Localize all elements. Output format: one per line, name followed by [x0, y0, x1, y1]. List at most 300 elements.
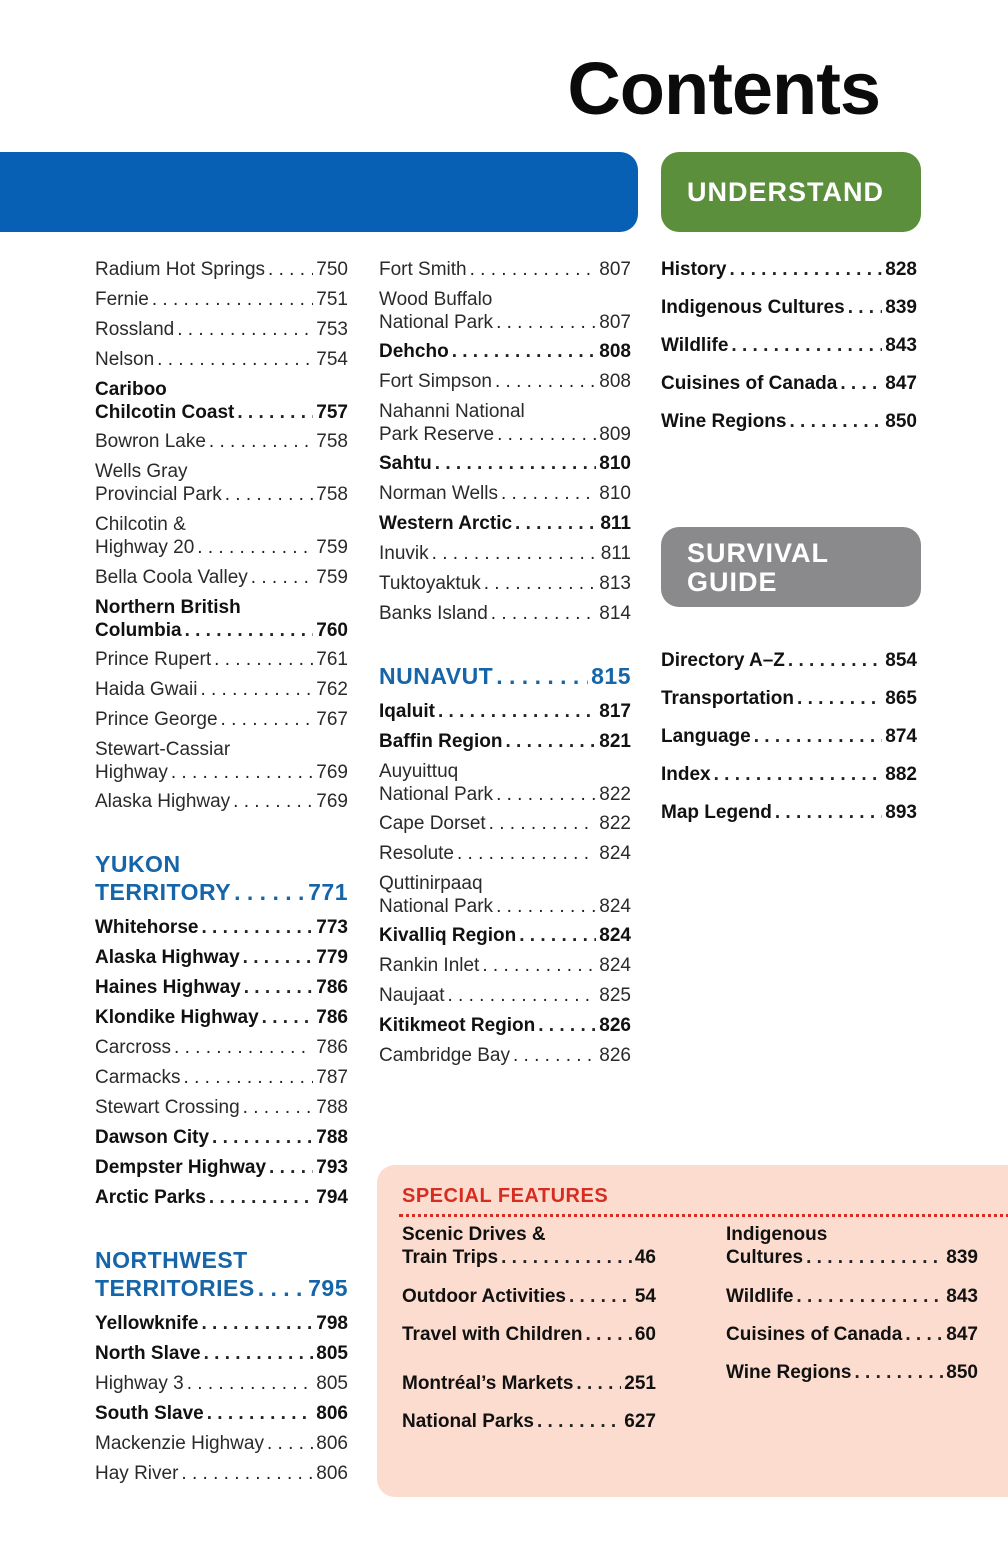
- toc-entry: [379, 812, 631, 835]
- toc-entry: [661, 258, 917, 281]
- toc-entry: [379, 452, 631, 475]
- dot-leader: [452, 340, 597, 363]
- dot-leader: [435, 452, 597, 475]
- entry-line: [379, 895, 631, 918]
- page-number: 822: [599, 784, 631, 805]
- page-number: 805: [316, 1373, 348, 1394]
- dot-leader: [496, 783, 596, 806]
- entry-title: Western Arctic: [379, 513, 513, 534]
- entry-line: [95, 619, 348, 642]
- special-features-box: [377, 1165, 1008, 1497]
- page-number: 808: [599, 341, 631, 362]
- entry-title: Prince George: [95, 709, 218, 730]
- dot-leader: [233, 790, 313, 813]
- dot-leader: [496, 662, 588, 690]
- dot-leader: [269, 1156, 313, 1179]
- entry-title: South Slave: [95, 1403, 204, 1424]
- entry-title-line1: Chilcotin &: [95, 514, 186, 535]
- entry-title: Directory A–Z: [661, 650, 785, 671]
- page-number: 839: [946, 1247, 978, 1268]
- toc-entry: [95, 460, 348, 506]
- page-number: 843: [885, 335, 917, 356]
- entry-title: National Parks: [402, 1411, 534, 1432]
- dot-leader: [201, 916, 313, 939]
- page-number: 779: [316, 947, 348, 968]
- entry-title: Fernie: [95, 289, 149, 310]
- page-title: Contents: [567, 47, 880, 130]
- dot-leader: [221, 708, 314, 731]
- dot-leader: [754, 725, 883, 748]
- entry-line: [661, 410, 917, 433]
- entry-title-line1: Auyuittuq: [379, 761, 459, 782]
- entry-title: Bella Coola Valley: [95, 567, 248, 588]
- entry-line: [95, 678, 348, 701]
- entry-line: [379, 1014, 631, 1037]
- toc-entry: [379, 340, 631, 363]
- dot-leader: [569, 1285, 632, 1308]
- page-number: 60: [634, 1324, 656, 1345]
- toc-entry: [379, 1014, 631, 1037]
- page-number: 826: [599, 1015, 631, 1036]
- dot-leader: [515, 512, 597, 535]
- dot-leader: [576, 1372, 621, 1395]
- entry-title: Banks Island: [379, 603, 488, 624]
- toc-entry: [379, 1044, 631, 1067]
- toc-entry: [661, 801, 917, 824]
- toc-entry: [379, 572, 631, 595]
- understand-heading: UNDERSTAND: [661, 152, 921, 232]
- toc-entry: [95, 1066, 348, 1089]
- toc-entry: [379, 542, 631, 565]
- entry-title: Carmacks: [95, 1067, 181, 1088]
- dot-leader: [438, 700, 596, 723]
- dot-leader: [797, 687, 882, 710]
- dot-leader: [775, 801, 882, 824]
- entry-title: Chilcotin Coast: [95, 402, 235, 423]
- page-number: 786: [316, 1007, 348, 1028]
- entry-title: Klondike Highway: [95, 1007, 259, 1028]
- entry-title: Alaska Highway: [95, 947, 240, 968]
- entry-line: [95, 1036, 348, 1059]
- dot-leader: [482, 954, 596, 977]
- dot-leader: [243, 1096, 314, 1119]
- toc-entry: [379, 512, 631, 535]
- page-number: 794: [316, 1187, 348, 1208]
- entry-line: [95, 1312, 348, 1335]
- toc-entry: [379, 760, 631, 806]
- page-number: 759: [316, 567, 348, 588]
- entry-line: [661, 296, 917, 319]
- dot-leader: [501, 482, 596, 505]
- toc-entry: [95, 1432, 348, 1455]
- entry-title: Hay River: [95, 1463, 179, 1484]
- page-number: 824: [599, 843, 631, 864]
- page-number: 805: [316, 1343, 348, 1364]
- dot-leader: [251, 566, 314, 589]
- dot-leader: [214, 648, 313, 671]
- entry-line: [661, 763, 917, 786]
- toc-entry: [379, 482, 631, 505]
- entry-title: TERRITORY: [95, 879, 232, 905]
- entry-title: Haines Highway: [95, 977, 241, 998]
- entry-title: Highway: [95, 762, 168, 783]
- dot-leader: [152, 288, 313, 311]
- entry-line: [726, 1246, 978, 1269]
- entry-line: [95, 1402, 348, 1425]
- page-number: 773: [316, 917, 348, 938]
- toc-entry: [402, 1323, 656, 1346]
- page-number: 813: [599, 573, 631, 594]
- entry-title: Outdoor Activities: [402, 1286, 566, 1307]
- entry-line: [95, 430, 348, 453]
- page-number: 843: [946, 1286, 978, 1307]
- page-number: 847: [946, 1324, 978, 1345]
- toc-entry: [95, 348, 348, 371]
- dot-leader: [225, 483, 314, 506]
- toc-entry: [661, 763, 917, 786]
- toc-entry: [95, 1036, 348, 1059]
- entry-line: [379, 512, 631, 535]
- page-number: 771: [308, 879, 348, 905]
- toc-entry: [379, 700, 631, 723]
- page-number: 757: [316, 402, 348, 423]
- dot-leader: [495, 370, 596, 393]
- entry-line: [95, 318, 348, 341]
- page-number: 815: [591, 663, 631, 689]
- entry-title: Wine Regions: [661, 411, 787, 432]
- entry-line: [95, 1096, 348, 1119]
- entry-title: Radium Hot Springs: [95, 259, 266, 280]
- entry-title: Rankin Inlet: [379, 955, 480, 976]
- entry-title: Indigenous Cultures: [661, 297, 845, 318]
- toc-entry: [95, 1156, 348, 1179]
- dot-leader: [204, 1342, 314, 1365]
- toc-entry: [95, 430, 348, 453]
- dot-leader: [177, 318, 313, 341]
- dot-leader: [267, 1432, 313, 1455]
- entry-title: National Park: [379, 896, 494, 917]
- entry-title: Cape Dorset: [379, 813, 486, 834]
- entry-title: Alaska Highway: [95, 791, 231, 812]
- entry-title: Transportation: [661, 688, 795, 709]
- dot-leader: [457, 842, 596, 865]
- entry-line: [379, 783, 631, 806]
- entry-line: [379, 954, 631, 977]
- entry-title-line1: Scenic Drives &: [402, 1224, 546, 1245]
- page-number: 786: [316, 1037, 348, 1058]
- dot-leader: [905, 1323, 943, 1346]
- page-number: 795: [308, 1275, 348, 1301]
- dot-leader: [731, 334, 882, 357]
- entry-line: [661, 801, 917, 824]
- dot-leader: [174, 1036, 313, 1059]
- entry-line: [95, 1156, 348, 1179]
- entry-title: Kitikmeot Region: [379, 1015, 536, 1036]
- page-number: 824: [599, 896, 631, 917]
- entry-line: [95, 1462, 348, 1485]
- dot-leader: [519, 924, 596, 947]
- dot-leader: [489, 812, 597, 835]
- toc-entry: [379, 258, 631, 281]
- toc-entry: [379, 872, 631, 918]
- toc-entry: [95, 1462, 348, 1485]
- entry-line: [95, 790, 348, 813]
- page-number: 759: [316, 537, 348, 558]
- entry-title: History: [661, 259, 727, 280]
- toc-entry: [379, 730, 631, 753]
- entry-line: [379, 482, 631, 505]
- entry-line: [379, 340, 631, 363]
- dot-leader: [506, 730, 597, 753]
- entry-title: Columbia: [95, 620, 182, 641]
- entry-line: [402, 1285, 656, 1308]
- toc-entry: [379, 370, 631, 393]
- toc-entry: [661, 725, 917, 748]
- toc-entry: [661, 334, 917, 357]
- page-number: 817: [599, 701, 631, 722]
- toc-entry: [726, 1223, 978, 1269]
- page-number: 758: [316, 431, 348, 452]
- entry-line: [95, 946, 348, 969]
- dotted-divider: [399, 1214, 1008, 1217]
- entry-title: Dempster Highway: [95, 1157, 267, 1178]
- entry-line: [379, 542, 631, 565]
- entry-line: [379, 924, 631, 947]
- entry-title: Carcross: [95, 1037, 172, 1058]
- toc-entry: [402, 1372, 656, 1395]
- dot-leader: [586, 1323, 632, 1346]
- entry-title: Prince Rupert: [95, 649, 212, 670]
- page-number: 828: [885, 259, 917, 280]
- page-number: 850: [946, 1362, 978, 1383]
- entry-line: [379, 311, 631, 334]
- toc-entry: [95, 738, 348, 784]
- toc-entry: [95, 648, 348, 671]
- toc-entry: [379, 602, 631, 625]
- entry-line: [379, 662, 631, 690]
- entry-line: [726, 1323, 978, 1346]
- entry-line: [95, 708, 348, 731]
- entry-title-line1: YUKON: [95, 851, 181, 877]
- page-number: 786: [316, 977, 348, 998]
- toc-entry: [379, 400, 631, 446]
- dot-leader: [729, 258, 882, 281]
- header-band: [0, 152, 638, 232]
- entry-title: Inuvik: [379, 543, 429, 564]
- entry-title: Stewart Crossing: [95, 1097, 240, 1118]
- entry-title-line1: Quttinirpaaq: [379, 873, 483, 894]
- special-features-heading: SPECIAL FEATURES: [402, 1185, 609, 1207]
- entry-line: [726, 1285, 978, 1308]
- dot-leader: [432, 542, 598, 565]
- entry-line: [661, 334, 917, 357]
- entry-line: [379, 572, 631, 595]
- entry-line: [95, 536, 348, 559]
- entry-title: National Park: [379, 784, 494, 805]
- dot-leader: [497, 423, 596, 446]
- entry-title: Arctic Parks: [95, 1187, 206, 1208]
- entry-line: [379, 423, 631, 446]
- page-number: 54: [634, 1286, 656, 1307]
- dot-leader: [157, 348, 313, 371]
- entry-title: Travel with Children: [402, 1324, 583, 1345]
- page-number: 767: [316, 709, 348, 730]
- toc-entry: [379, 924, 631, 947]
- page-number: 809: [599, 424, 631, 445]
- entry-line: [95, 1342, 348, 1365]
- entry-title: Fort Smith: [379, 259, 467, 280]
- toc-entry: [95, 976, 348, 999]
- entry-line: [95, 348, 348, 371]
- toc-entry: [661, 296, 917, 319]
- entry-title: Provincial Park: [95, 484, 222, 505]
- toc-entry: [726, 1361, 978, 1384]
- page-number: 793: [316, 1157, 348, 1178]
- toc-entry: [95, 1312, 348, 1335]
- dot-leader: [209, 1186, 313, 1209]
- dot-leader: [470, 258, 597, 281]
- entry-title: Cambridge Bay: [379, 1045, 510, 1066]
- dot-leader: [237, 401, 313, 424]
- page-number: 808: [599, 371, 631, 392]
- entry-line: [95, 916, 348, 939]
- toc-entry: [95, 1402, 348, 1425]
- dot-leader: [496, 895, 596, 918]
- page-number: 761: [316, 649, 348, 670]
- survival-heading-line1: SURVIVAL: [687, 538, 830, 568]
- dot-leader: [244, 976, 314, 999]
- entry-line: [95, 761, 348, 784]
- page-number: 754: [316, 349, 348, 370]
- page-number: 769: [316, 791, 348, 812]
- entry-line: [379, 1044, 631, 1067]
- dot-leader: [854, 1361, 943, 1384]
- dot-leader: [234, 878, 305, 906]
- entry-title: Dawson City: [95, 1127, 210, 1148]
- dot-leader: [491, 602, 597, 625]
- page-number: 806: [316, 1433, 348, 1454]
- toc-entry: [95, 1006, 348, 1029]
- entry-line: [379, 370, 631, 393]
- entry-title: North Slave: [95, 1343, 201, 1364]
- entry-title: Cuisines of Canada: [661, 373, 838, 394]
- toc-entry: [95, 513, 348, 559]
- toc-entry: [95, 378, 348, 424]
- toc-entry: [379, 842, 631, 865]
- entry-title: Bowron Lake: [95, 431, 206, 452]
- entry-line: [379, 700, 631, 723]
- dot-leader: [207, 1402, 314, 1425]
- page-number: 753: [316, 319, 348, 340]
- entry-line: [95, 1006, 348, 1029]
- entry-title: Language: [661, 726, 751, 747]
- entry-line: [95, 401, 348, 424]
- entry-line: [402, 1323, 656, 1346]
- dot-leader: [171, 761, 313, 784]
- toc-entry: [95, 318, 348, 341]
- entry-title: Mackenzie Highway: [95, 1433, 264, 1454]
- toc-entry: [95, 1342, 348, 1365]
- entry-title: Whitehorse: [95, 917, 199, 938]
- entry-title: Norman Wells: [379, 483, 498, 504]
- dot-leader: [268, 258, 313, 281]
- page-number: 839: [885, 297, 917, 318]
- dot-leader: [537, 1410, 621, 1433]
- page-number: 758: [316, 484, 348, 505]
- entry-line: [95, 1186, 348, 1209]
- toc-entry: [95, 946, 348, 969]
- entry-line: [379, 730, 631, 753]
- page-number: 874: [885, 726, 917, 747]
- toc-entry: [95, 258, 348, 281]
- entry-title: Map Legend: [661, 802, 772, 823]
- toc-entry: [726, 1285, 978, 1308]
- page-number: 811: [600, 513, 631, 534]
- entry-title: Wine Regions: [726, 1362, 852, 1383]
- entry-line: [661, 687, 917, 710]
- entry-title: Yellowknife: [95, 1313, 199, 1334]
- dot-leader: [788, 649, 882, 672]
- page-number: 814: [599, 603, 631, 624]
- dot-leader: [513, 1044, 596, 1067]
- toc-entry: [402, 1410, 656, 1433]
- entry-line: [95, 976, 348, 999]
- entry-title-line1: Nahanni National: [379, 401, 525, 422]
- entry-title: Fort Simpson: [379, 371, 492, 392]
- dot-leader: [187, 1372, 314, 1395]
- dot-leader: [185, 619, 314, 642]
- entry-title-line1: Stewart-Cassiar: [95, 739, 231, 760]
- entry-title: Wildlife: [661, 335, 729, 356]
- section-entry: [379, 662, 631, 690]
- entry-title: Haida Gwaii: [95, 679, 198, 700]
- dot-leader: [538, 1014, 596, 1037]
- dot-leader: [201, 1312, 313, 1335]
- entry-title-line1: Cariboo: [95, 379, 167, 400]
- dot-leader: [448, 984, 597, 1007]
- page-number: 810: [599, 483, 631, 504]
- entry-line: [661, 372, 917, 395]
- entry-line: [95, 258, 348, 281]
- page-number: 824: [599, 955, 631, 976]
- page-number: 810: [599, 453, 631, 474]
- page-number: 788: [316, 1127, 348, 1148]
- dot-leader: [181, 1462, 313, 1485]
- toc-entry: [402, 1223, 656, 1269]
- entry-line: [661, 725, 917, 748]
- dot-leader: [840, 372, 882, 395]
- entry-title: Montréal’s Markets: [402, 1373, 574, 1394]
- page-number: 882: [885, 764, 917, 785]
- entry-line: [379, 258, 631, 281]
- dot-leader: [262, 1006, 314, 1029]
- page-number: 806: [316, 1403, 348, 1424]
- entry-title: Kivalliq Region: [379, 925, 517, 946]
- entry-line: [661, 649, 917, 672]
- entry-line: [95, 483, 348, 506]
- survival-heading-line2: GUIDE: [687, 567, 778, 597]
- entry-title: Nelson: [95, 349, 155, 370]
- entry-title: Highway 3: [95, 1373, 184, 1394]
- dot-leader: [258, 1274, 305, 1302]
- entry-title: Sahtu: [379, 453, 432, 474]
- entry-line: [379, 984, 631, 1007]
- dot-leader: [209, 430, 313, 453]
- toc-entry: [661, 687, 917, 710]
- entry-title: Index: [661, 764, 711, 785]
- entry-title: TERRITORIES: [95, 1275, 255, 1301]
- entry-title: Naujaat: [379, 985, 445, 1006]
